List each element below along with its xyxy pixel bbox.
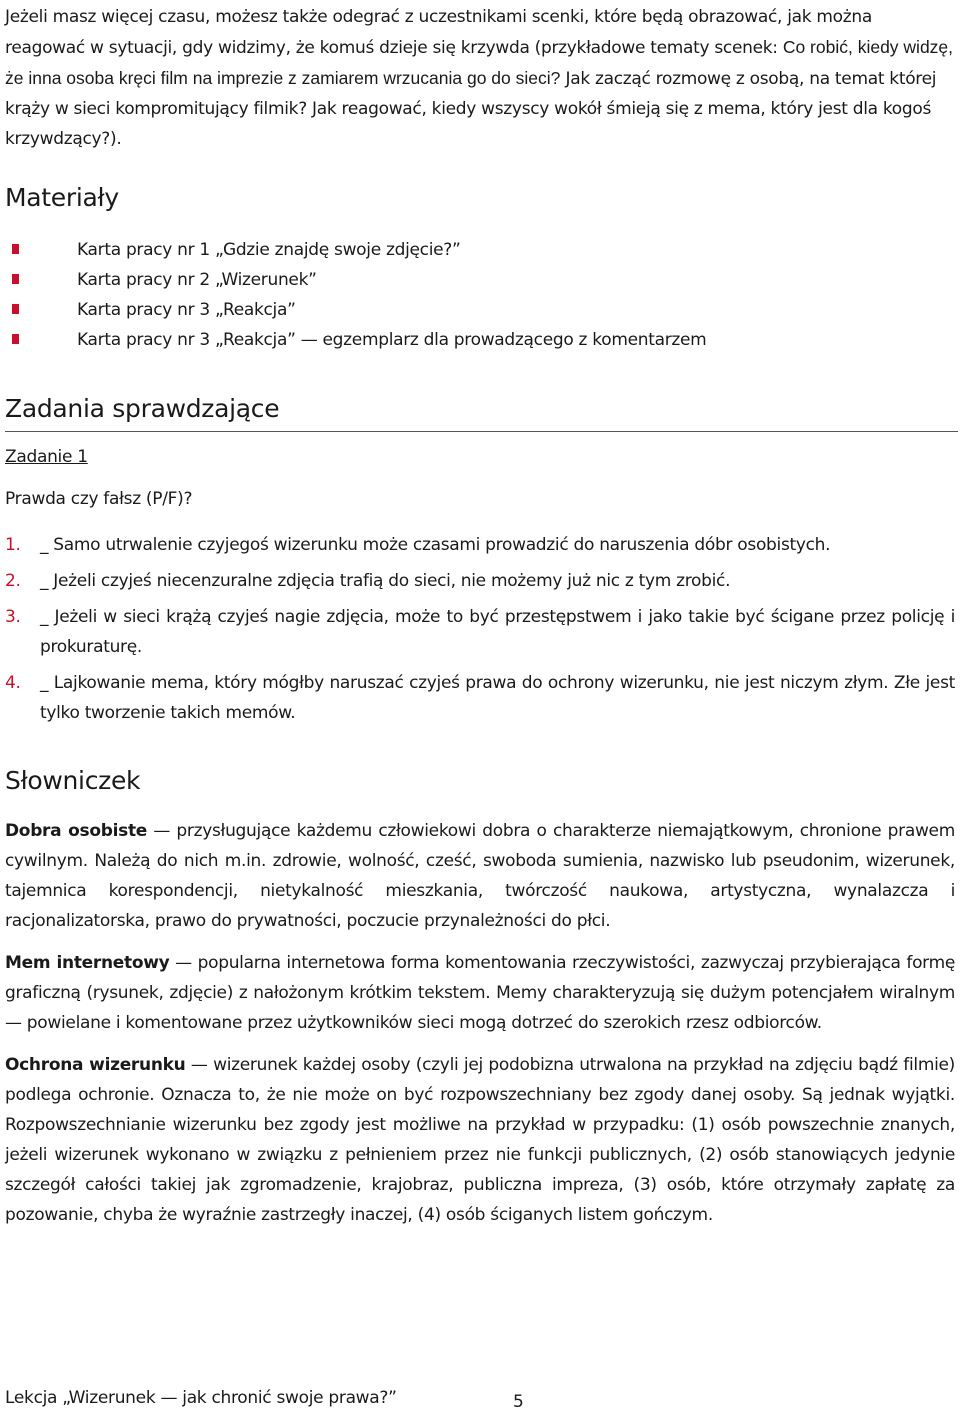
task-number: 4.: [5, 673, 21, 693]
glossary-definition: — przysługujące każdemu człowiekowi dobra o charakterze niemajątkowym, chronione prawem cywilnym. Należą do nich m.in. zdrowie, wolność, cześć, swoboda sumienia, nazwisko lub pseudonim, wizerunek, tajemnica korespondencji, nietykalność mieszkania, twórczość naukowa, artystyczna, wynalazcza i racjonalizatorska, prawo do prywatności, poczucie przynależności do płci.: [5, 821, 955, 931]
task-number: 3.: [5, 607, 21, 627]
materialy-heading: Materiały: [5, 183, 119, 212]
task-item: [5, 566, 955, 596]
task-number: 2.: [5, 571, 21, 591]
materialy-item-text: Karta pracy nr 2 „Wizerunek”: [77, 270, 317, 290]
glossary-term: Mem internetowy: [5, 953, 170, 973]
bullet-icon: [12, 304, 19, 314]
glossary-entry: [5, 1050, 955, 1230]
materialy-list: [5, 235, 706, 355]
intro-part-3: Jak zacząć rozmowę z osobą, na temat której krąży w sieci kompromitujący filmik? Jak reagować, kiedy wszyscy wokół śmieją się z mema, który jest dla kogoś krzywdzący?).: [5, 69, 937, 149]
glossary-entry: [5, 948, 955, 1038]
page-number: 5: [513, 1392, 524, 1412]
zadania-heading: Zadania sprawdzające: [5, 394, 958, 432]
task-text: _ Jeżeli czyjeś niecenzuralne zdjęcia trafią do sieci, nie możemy już nic z tym zrobić.: [40, 571, 731, 591]
materialy-item: [5, 325, 706, 355]
bullet-icon: [12, 244, 19, 254]
intro-paragraph: [5, 2, 955, 154]
task-text: _ Lajkowanie mema, który mógłby naruszać czyjeś prawa do ochrony wizerunku, nie jest niczym złym. Złe jest tylko tworzenie takich memów.: [40, 673, 955, 723]
slowniczek-heading: Słowniczek: [5, 766, 141, 795]
task-text: _ Jeżeli w sieci krążą czyjeś nagie zdjęcia, może to być przestępstwem i jako takie być ścigane przez policję i prokuraturę.: [40, 607, 955, 657]
bullet-icon: [12, 334, 19, 344]
intro-part-1: Jeżeli masz więcej czasu, możesz także odegrać z uczestnikami scenki, które będą obrazować, jak można reagować w sytuacji, gdy widzimy, że komuś dzieje się krzywda (przykładowe tematy scenek:: [5, 7, 872, 58]
glossary-term: Dobra osobiste: [5, 821, 148, 841]
zadanie-question: Prawda czy fałsz (P/F)?: [5, 489, 193, 509]
task-number: 1.: [5, 535, 21, 555]
glossary-definition: — wizerunek każdej osoby (czyli jej podobizna utrwalona na przykład na zdjęciu bądź filmie) podlega ochronie. Oznacza to, że nie może on być rozpowszechniany bez zgody danej osoby. Są jednak wyjątki. Rozpowszechnianie wizerunku bez zgody jest możliwe na przykład w przypadku: (1) osób powszechnie znanych, jeżeli wizerunek wykonano w związku z pełnieniem przez nie funkcji publicznych, (2) osób stanowiących jedynie szczegół całości takiej jak zgromadzenie, krajobraz, publiczna impreza, (3) osób, które otrzymały zapłatę za pozowanie, chyba że wyraźnie zastrzegły inaczej, (4) osób ściganych listem gończym.: [5, 1055, 956, 1225]
materialy-item: [5, 295, 706, 325]
materialy-item-text: Karta pracy nr 3 „Reakcja” — egzemplarz dla prowadzącego z komentarzem: [77, 330, 707, 350]
zadanie-subheading: Zadanie 1: [5, 447, 88, 467]
task-item: [5, 530, 955, 560]
materialy-item: [5, 265, 706, 295]
glossary: [5, 816, 955, 1242]
glossary-entry: [5, 816, 955, 936]
glossary-term: Ochrona wizerunku: [5, 1055, 186, 1075]
task-item: [5, 668, 955, 728]
materialy-item: [5, 235, 706, 265]
glossary-definition: — popularna internetowa forma komentowania rzeczywistości, zazwyczaj przybierająca formę graficzną (rysunek, zdjęcie) z nałożonym krótkim tekstem. Memy charakteryzują się dużym potencjałem wiralnym — powielane i komentowane przez użytkowników sieci mogą dotrzeć do szerokich rzesz odbiorców.: [5, 953, 955, 1033]
task-text: _ Samo utrwalenie czyjegoś wizerunku może czasami prowadzić do naruszenia dóbr osobistych.: [40, 535, 831, 555]
footer-lesson-title: Lekcja „Wizerunek — jak chronić swoje prawa?”: [5, 1388, 397, 1408]
intro-part-2: Co robić, kiedy widzę, że inna osoba kręci film na imprezie z zamiarem wrzucania go do sieci?: [5, 37, 954, 88]
materialy-item-text: Karta pracy nr 3 „Reakcja”: [77, 300, 296, 320]
task-item: [5, 602, 955, 662]
bullet-icon: [12, 274, 19, 284]
materialy-item-text: Karta pracy nr 1 „Gdzie znajdę swoje zdjęcie?”: [77, 240, 461, 260]
task-list: [5, 530, 955, 734]
